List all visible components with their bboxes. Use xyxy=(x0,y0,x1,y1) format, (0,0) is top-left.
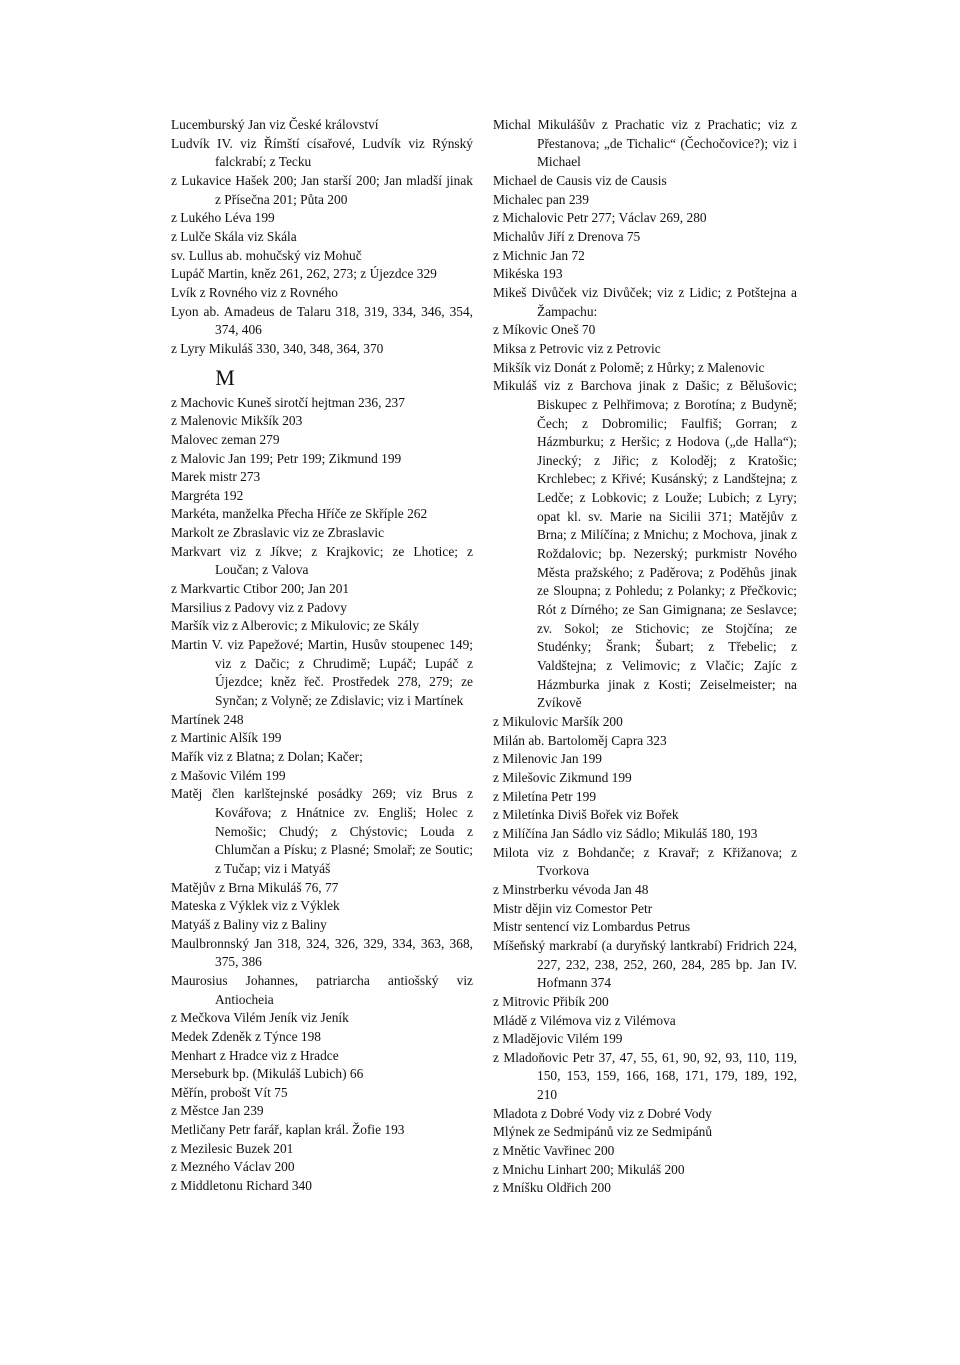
index-entry: Lvík z Rovného viz z Rovného xyxy=(171,284,338,300)
index-entry: Lyon ab. Amadeus de Talaru 318, 319, 334, 346, 354, 374, 406 xyxy=(171,303,473,338)
index-entry: z Mikulovic Maršík 200 xyxy=(493,714,623,729)
index-entry: Lupáč Martin, kněz 261, 262, 273; z Újezdce 329 xyxy=(171,266,437,282)
index-entry: z Mnichu Linhart 200; Mikuláš 200 xyxy=(493,1161,685,1177)
index-entry: Menhart z Hradce viz z Hradce xyxy=(171,1047,339,1063)
index-entry: z Lukého Léva 199 xyxy=(171,210,275,226)
index-entry: z Martinic Alšík 199 xyxy=(171,730,282,746)
index-entry: Milán ab. Bartoloměj Capra 323 xyxy=(493,732,667,748)
index-entry: Lucemburský Jan viz České království xyxy=(171,117,379,132)
index-entry: z Mečkova Vilém Jeník viz Jeník xyxy=(171,1010,349,1026)
index-entry: Matěj člen karlštejnské posádky 269; viz Brus z Kovářova; z Hnátnice zv. Engliš; Holec z Nemošic; Chudý; z Chýstovic; Louda z Chlumčan a Písku; z Plasné; Smolař; ze Soutic; z Tučap; viz i Matyáš xyxy=(171,786,473,876)
index-entry: Michalův Jiří z Drenova 75 xyxy=(493,228,641,244)
index-entry: Markvart viz z Jíkve; z Krajkovic; ze Lhotice; z Loučan; z Valova xyxy=(171,543,473,578)
index-entry: Matyáš z Baliny viz z Baliny xyxy=(171,916,327,932)
right-column xyxy=(493,116,797,1198)
section-letter-heading: M xyxy=(215,364,235,390)
index-entry: Ludvík IV. viz Římští císařové, Ludvík viz Rýnský falckrabí; z Tecku xyxy=(171,135,473,170)
index-entry: Milota viz z Bohdanče; z Kravař; z Křižanova; z Tvorkova xyxy=(493,844,797,879)
index-entry: Mistr sentencí viz Lombardus Petrus xyxy=(493,919,691,935)
index-entry: Martin V. viz Papežové; Martin, Husův stoupenec 149; viz z Dačic; z Chrudimě; Lupáč; Lupáč z Újezdce; kněz řeč. Prostředek 278, 279; ze Synčan; z Volyně; ze Zdislavic; viz i Martínek xyxy=(171,637,473,709)
index-entry: Mikšík viz Donát z Polomě; z Hůrky; z Malenovic xyxy=(493,359,765,375)
index-entry: Mlýnek ze Sedmipánů viz ze Sedmipánů xyxy=(493,1124,713,1140)
index-entry: Měřín, probošt Vít 75 xyxy=(171,1084,288,1100)
index-entry: z Malovic Jan 199; Petr 199; Zikmund 199 xyxy=(171,450,402,466)
index-entry: Medek Zdeněk z Týnce 198 xyxy=(171,1028,321,1044)
index-entry: z Mezného Václav 200 xyxy=(171,1159,295,1175)
left-column xyxy=(171,116,473,1196)
index-entry: Mistr dějin viz Comestor Petr xyxy=(493,900,653,916)
index-entry: z Malenovic Mikšík 203 xyxy=(171,413,303,429)
index-entry: Markéta, manželka Přecha Hříče ze Skříple 262 xyxy=(171,506,428,522)
index-entry: z Mladějovic Vilém 199 xyxy=(493,1031,623,1047)
index-entry: z Michnic Jan 72 xyxy=(493,247,585,263)
index-entry: Malovec zeman 279 xyxy=(171,431,280,447)
index-entry: Marsilius z Padovy viz z Padovy xyxy=(171,599,347,615)
index-entry: z Miletína Petr 199 xyxy=(493,788,597,804)
index-entry: Michal Mikulášův z Prachatic viz z Prachatic; viz z Přestanova; „de Tichalic“ (Čechočovice?); viz i Michael xyxy=(493,117,797,170)
index-entry: z Milenovic Jan 199 xyxy=(493,751,602,767)
index-entry: z Mníšku Oldřich 200 xyxy=(493,1180,611,1196)
index-entry: Martínek 248 xyxy=(171,711,244,727)
index-entry: z Městce Jan 239 xyxy=(171,1103,264,1119)
index-entry: Mařík viz z Blatna; z Dolan; Kačer; xyxy=(171,749,363,764)
index-list-m-continued xyxy=(493,116,797,1198)
index-list-l xyxy=(171,116,473,359)
index-entry: z Lyry Mikuláš 330, 340, 348, 364, 370 xyxy=(171,340,384,356)
index-entry: z Minstrberku vévoda Jan 48 xyxy=(493,881,649,897)
index-entry: z Milíčína Jan Sádlo viz Sádlo; Mikuláš 180, 193 xyxy=(493,825,758,841)
index-entry: Míšeňský markrabí (a duryňský lantkrabí) Fridrich 224, 227, 232, 238, 252, 260, 284, 285 bp. Jan IV. Hofmann 374 xyxy=(493,937,797,991)
index-entry: Michael de Causis viz de Causis xyxy=(493,172,667,188)
index-entry: Maršík viz z Alberovic; z Mikulovic; ze Skály xyxy=(171,618,420,634)
index-entry: z Mitrovic Přibík 200 xyxy=(493,993,609,1009)
index-entry: z Lulče Skála viz Skála xyxy=(171,228,297,244)
index-entry: z Machovic Kuneš sirotčí hejtman 236, 237 xyxy=(171,394,405,410)
index-entry: z Mladoňovic Petr 37, 47, 55, 61, 90, 92, 93, 110, 119, 150, 153, 159, 166, 168, 171, 179, 189, 192, 210 xyxy=(493,1049,797,1103)
index-entry: Marek mistr 273 xyxy=(171,469,261,485)
index-entry: Matějův z Brna Mikuláš 76, 77 xyxy=(171,879,339,895)
index-entry: Maulbronnský Jan 318, 324, 326, 329, 334, 363, 368, 375, 386 xyxy=(171,935,473,970)
index-entry: z Mnětic Vavřinec 200 xyxy=(493,1143,615,1159)
index-entry: Maurosius Johannes, patriarcha antiošský viz Antiocheia xyxy=(171,972,473,1007)
index-entry: Merseburk bp. (Mikuláš Lubich) 66 xyxy=(171,1066,364,1082)
index-entry: z Lukavice Hašek 200; Jan starší 200; Jan mladší jinak z Přísečna 201; Půta 200 xyxy=(171,172,473,207)
index-entry: Markolt ze Zbraslavic viz ze Zbraslavic xyxy=(171,525,385,541)
index-entry: z Mezilesic Buzek 201 xyxy=(171,1140,294,1156)
index-entry: z Michalovic Petr 277; Václav 269, 280 xyxy=(493,210,707,226)
index-entry: Miksa z Petrovic viz z Petrovic xyxy=(493,340,661,356)
index-entry: Mládě z Vilémova viz z Vilémova xyxy=(493,1012,676,1028)
index-entry: Metličany Petr farář, kaplan král. Žofie 193 xyxy=(171,1122,405,1138)
index-entry: Mateska z Výklek viz z Výklek xyxy=(171,898,340,914)
index-entry: z Milešovic Zikmund 199 xyxy=(493,769,632,785)
index-entry: z Míkovic Oneš 70 xyxy=(493,322,596,338)
index-entry: Mikeš Divůček viz Divůček; viz z Lidic; z Potštejna a Žampachu: xyxy=(493,284,797,319)
index-entry: z Middletonu Richard 340 xyxy=(171,1178,312,1194)
index-entry: Mikéska 193 xyxy=(493,266,563,282)
index-list-m xyxy=(171,394,473,1196)
index-entry: Michalec pan 239 xyxy=(493,191,589,207)
index-entry: z Mašovic Vilém 199 xyxy=(171,767,286,783)
index-entry: Mikuláš viz z Barchova jinak z Dašic; z Bělušovic; Biskupec z Pelhřimova; z Borotína; z Budyně; Čech; z Dobromilic; Faulfiš; Gorran; z Házmburku; z Heršic; z Hodova („de Halla“); Jinecký; z Jiřic; z Koloděj; z Kratošic; Krchlebec; z Křivé; Kusánský; z Landštejna; z Ledče; z Lobkovic; z Louže; Lubich; z Lyry; opat kl. sv. Marie na Sicilii 371; Matějův z Brna; z Milíčína; z Mnichu; z Mochova, jinak z Roždalovic; bp. Nezerský; purkmistr Nového Města pražského; z Paděrova; z Poděhůs jinak ze Sloupna; z Pohledu; z Polanky; z Přečkovic; Rót z Dírného; ze San Gimignana; ze Seslavce; zv. Sokol; ze Stichovic; ze Stojčína; ze Studénky; Šrank; Šubart; z Třebelic; z Valdštejna; z Velimovic; z Vlačic; Zajíc z Házmburka jinak z Kosti; Zeiselmeister; na Zvíkově xyxy=(493,378,797,711)
index-entry: z Miletínka Diviš Bořek viz Bořek xyxy=(493,807,679,823)
index-entry: z Markvartic Ctibor 200; Jan 201 xyxy=(171,581,350,597)
index-entry: Margréta 192 xyxy=(171,487,244,503)
index-entry: sv. Lullus ab. mohučský viz Mohuč xyxy=(171,247,362,263)
index-entry: Mladota z Dobré Vody viz z Dobré Vody xyxy=(493,1105,712,1121)
